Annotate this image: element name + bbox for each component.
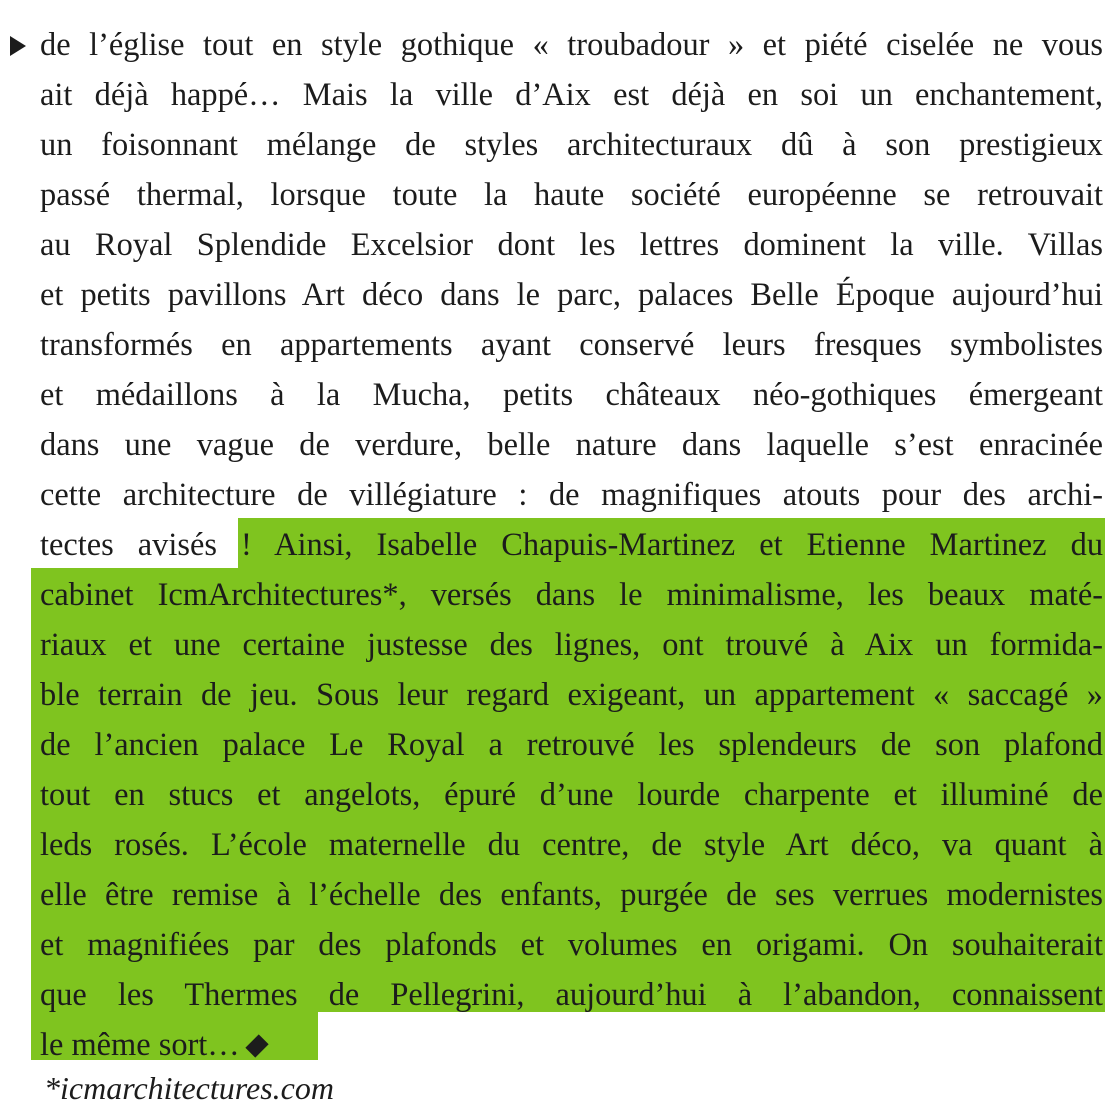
- text-line: de l’église tout en style gothique « troubadour » et piété ciselée ne vous: [40, 27, 1103, 63]
- article-body: [40, 20, 1103, 1070]
- highlight-line: leds rosés. L’école maternelle du centre, de style Art déco, va quant à: [40, 827, 1103, 863]
- split-line-highlight: Ainsi, Isabelle Chapuis-Martinez et Etienne Martinez du: [274, 527, 1104, 563]
- split-line: [40, 520, 1103, 570]
- highlight-line: de l’ancien palace Le Royal a retrouvé les splendeurs de son plafond: [40, 727, 1103, 763]
- text-line: passé thermal, lorsque toute la haute société européenne se retrouvait: [40, 177, 1103, 213]
- last-line-text: le même sort…: [40, 1027, 240, 1063]
- highlight-line: ble terrain de jeu. Sous leur regard exigeant, un appartement « saccagé »: [40, 677, 1103, 713]
- highlight-line: elle être remise à l’échelle des enfants, purgée de ses verrues modernistes: [40, 877, 1103, 913]
- text-line: au Royal Splendide Excelsior dont les lettres dominent la ville. Villas: [40, 227, 1103, 263]
- highlight-line: et magnifiées par des plafonds et volumes en origami. On souhaiterait: [40, 927, 1103, 963]
- highlight-line: que les Thermes de Pellegrini, aujourd’hui à l’abandon, connaissent: [40, 977, 1103, 1013]
- text-line: un foisonnant mélange de styles architecturaux dû à son prestigieux: [40, 127, 1103, 163]
- text-line: cette architecture de villégiature : de magnifiques atouts pour des archi-: [40, 477, 1103, 513]
- diamond-icon: [245, 1034, 268, 1057]
- highlight-line: cabinet IcmArchitectures*, versés dans le minimalisme, les beaux maté-: [40, 577, 1103, 613]
- text-line: dans une vague de verdure, belle nature dans laquelle s’est enracinée: [40, 427, 1103, 463]
- text-line: et médaillons à la Mucha, petits châteaux néo-gothiques émergeant: [40, 377, 1103, 413]
- split-line-plain: tectes avisés !: [40, 527, 252, 563]
- text-line: ait déjà happé… Mais la ville d’Aix est déjà en soi un enchantement,: [40, 77, 1103, 113]
- highlight-line: riaux et une certaine justesse des lignes, ont trouvé à Aix un formida-: [40, 627, 1103, 663]
- highlight-line: tout en stucs et angelots, épuré d’une lourde charpente et illuminé de: [40, 777, 1103, 813]
- triangle-right-icon: [10, 36, 26, 56]
- text-line: transformés en appartements ayant conservé leurs fresques symbolistes: [40, 327, 1103, 363]
- last-line: [40, 1020, 1103, 1070]
- text-line: et petits pavillons Art déco dans le parc, palaces Belle Époque aujourd’hui: [40, 277, 1103, 313]
- footnote: *icmarchitectures.com: [44, 1070, 334, 1106]
